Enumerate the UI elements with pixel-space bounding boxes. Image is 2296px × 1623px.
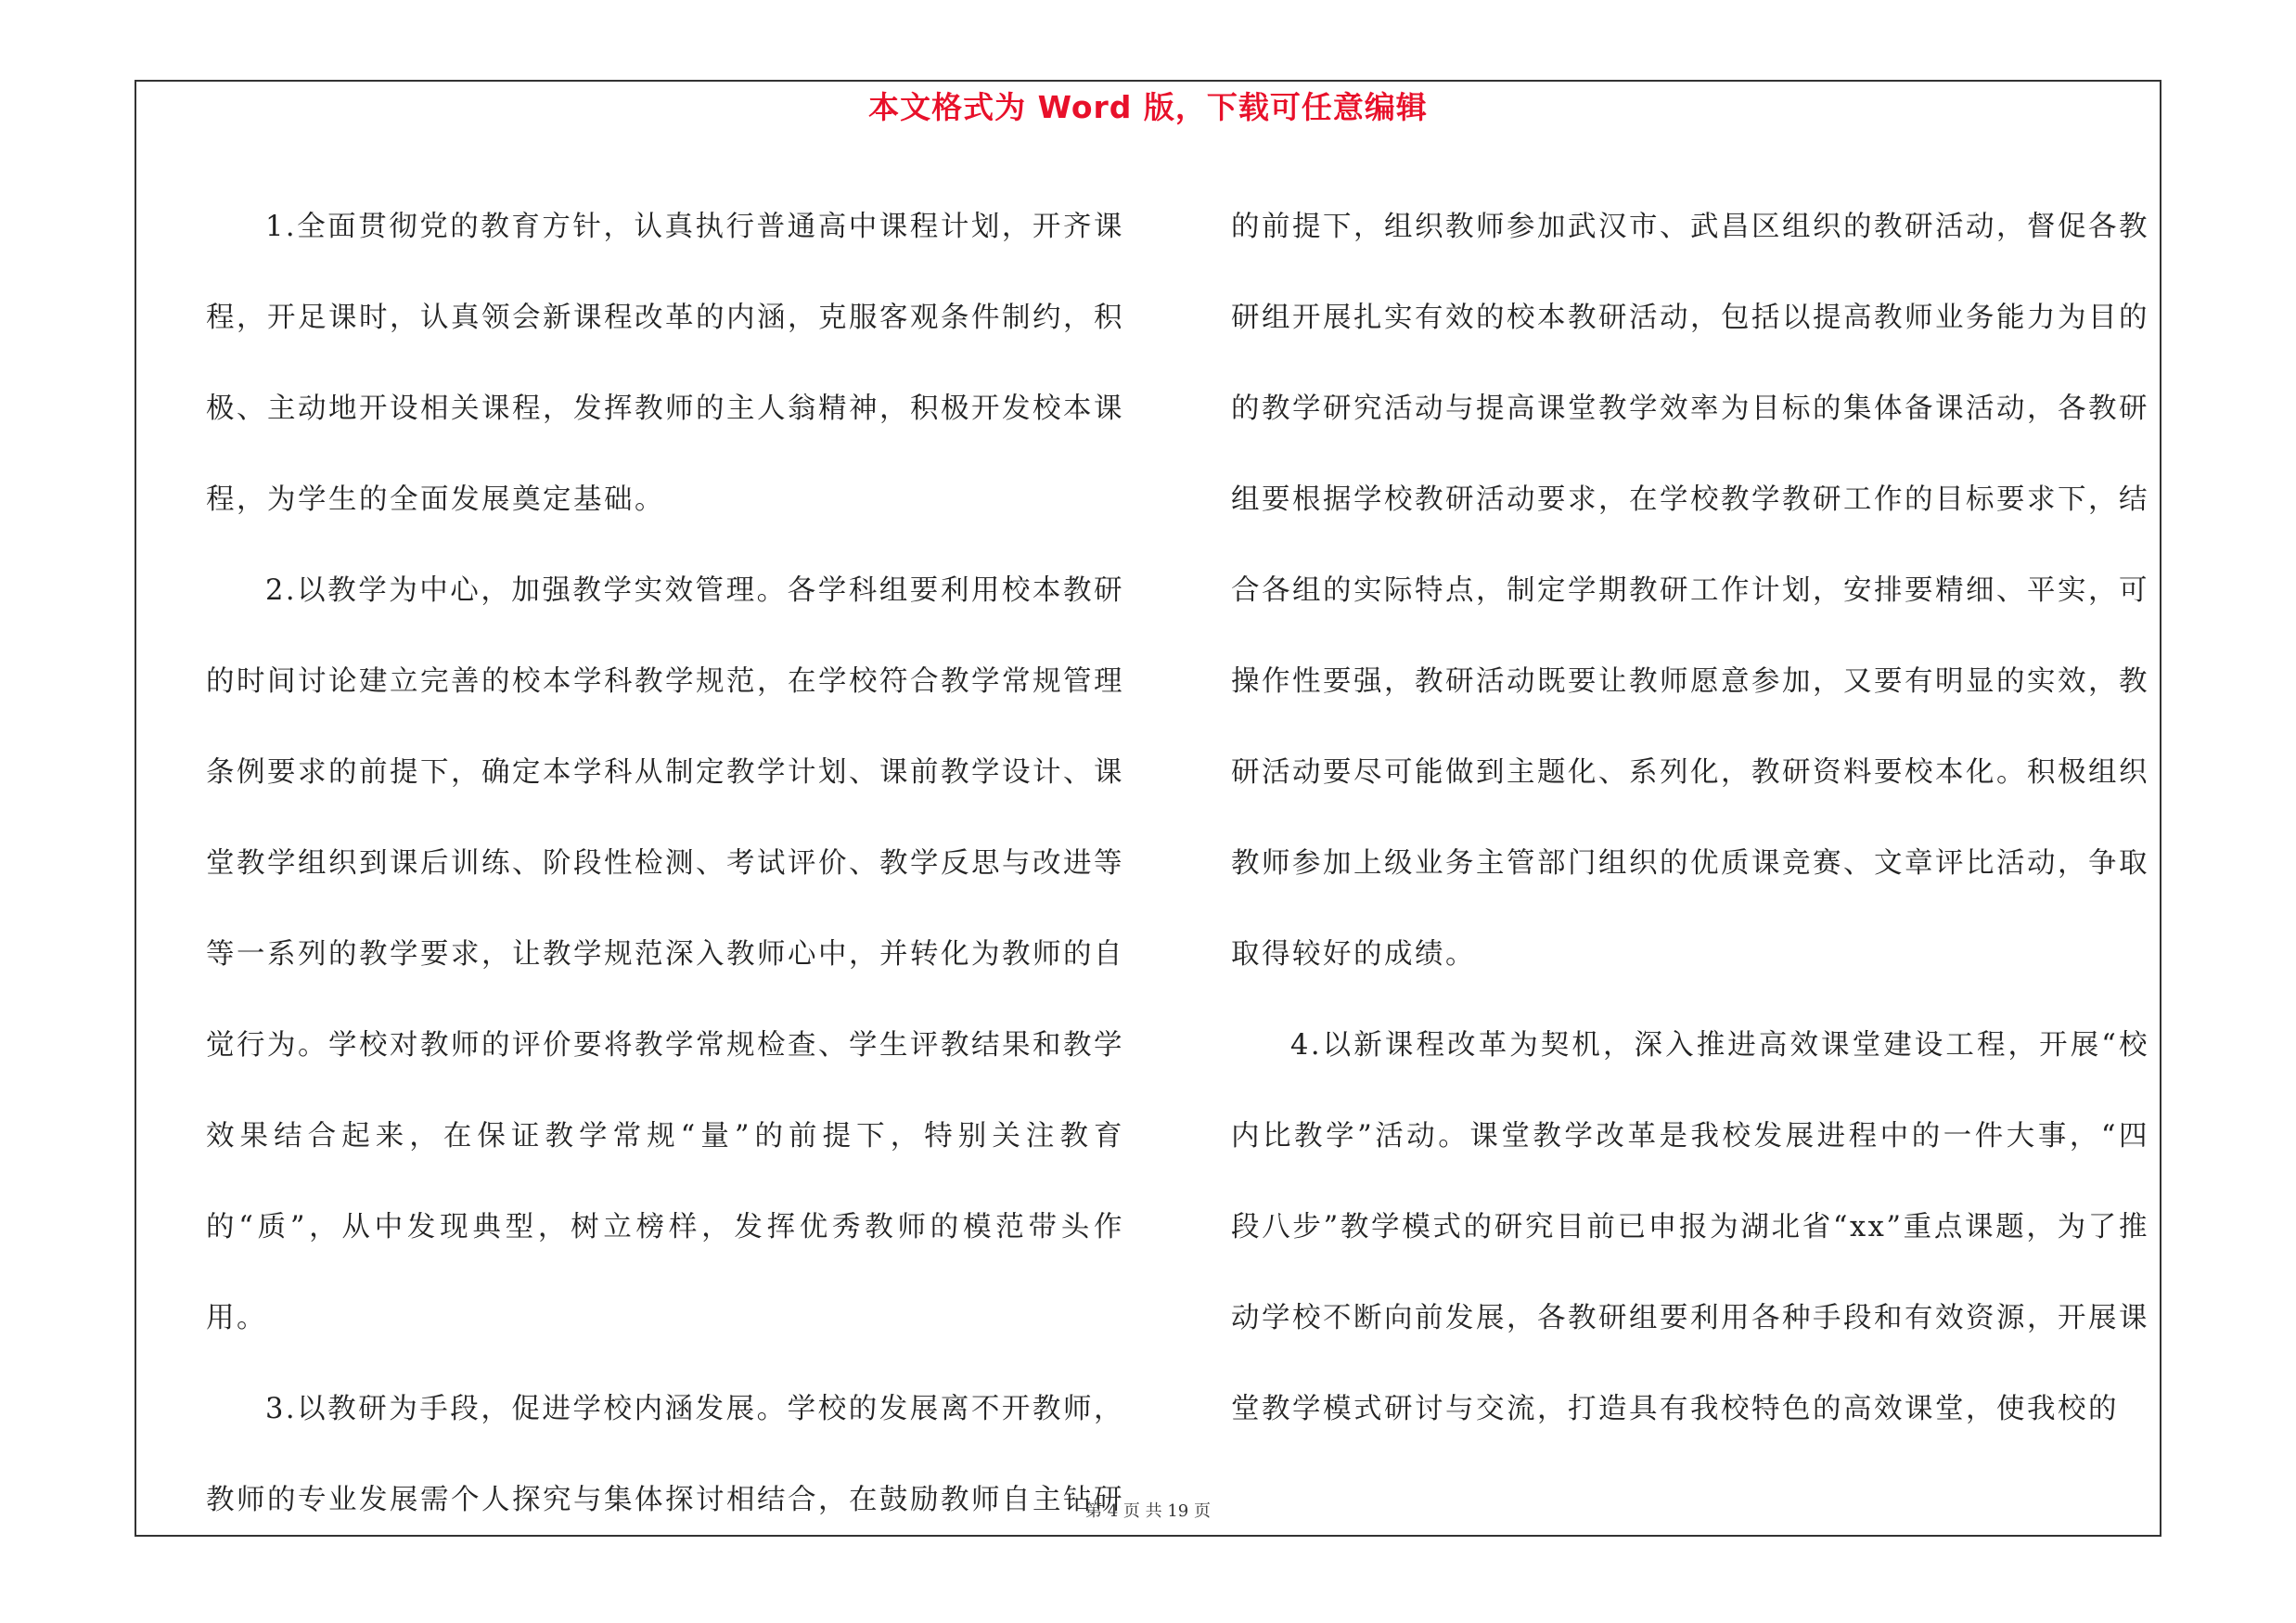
paragraph-4: 4.以新课程改革为契机，深入推进高效课堂建设工程，开展“校内比教学”活动。课堂教学改革是我校发展进程中的一件大事，“四段八步”教学模式的研究目前已申报为湖北省“xx”重点课题，为了推动学校不断向前发展，各教研组要利用各种手段和有效资源，开展课堂教学模式研讨与交流，打造具有我校特色的高效课堂，使我校的: [1231, 1029, 2149, 1425]
format-notice-banner: 本文格式为 Word 版，下载可任意编辑: [868, 89, 1428, 125]
paragraph-3: 3.以教研为手段，促进学校内涵发展。学校的发展离不开教师，教师的专业发展需个人探究与集体探讨相结合，在鼓励教师自主钻研: [206, 1393, 1124, 1516]
left-text-column: [206, 182, 1124, 1516]
page-number-footer: 第 4 页 共 19 页: [1085, 1501, 1211, 1521]
paragraph-1: 1.全面贯彻党的教育方针，认真执行普通高中课程计划，开齐课程，开足课时，认真领会新课程改革的内涵，克服客观条件制约，积极、主动地开设相关课程，发挥教师的主人翁精神，积极开发校本课程，为学生的全面发展奠定基础。: [206, 211, 1124, 516]
right-text-column: [1231, 182, 2149, 1453]
paragraph-2: 2.以教学为中心，加强教学实效管理。各学科组要利用校本教研的时间讨论建立完善的校本学科教学规范，在学校符合教学常规管理条例要求的前提下，确定本学科从制定教学计划、课前教学设计、课堂教学组织到课后训练、阶段性检测、考试评价、教学反思与改进等等一系列的教学要求，让教学规范深入教师心中，并转化为教师的自觉行为。学校对教师的评价要将教学常规检查、学生评教结果和教学效果结合起来，在保证教学常规“量”的前提下，特别关注教育的“质”，从中发现典型，树立榜样，发挥优秀教师的模范带头作用。: [206, 574, 1124, 1334]
paragraph-3-continued: 的前提下，组织教师参加武汉市、武昌区组织的教研活动，督促各教研组开展扎实有效的校本教研活动，包括以提高教师业务能力为目的的教学研究活动与提高课堂教学效率为目标的集体备课活动，各教研组要根据学校教研活动要求，在学校教学教研工作的目标要求下，结合各组的实际特点，制定学期教研工作计划，安排要精细、平实，可操作性要强，教研活动既要让教师愿意参加，又要有明显的实效，教研活动要尽可能做到主题化、系列化，教研资料要校本化。积极组织教师参加上级业务主管部门组织的优质课竞赛、文章评比活动，争取取得较好的成绩。: [1231, 211, 2149, 971]
